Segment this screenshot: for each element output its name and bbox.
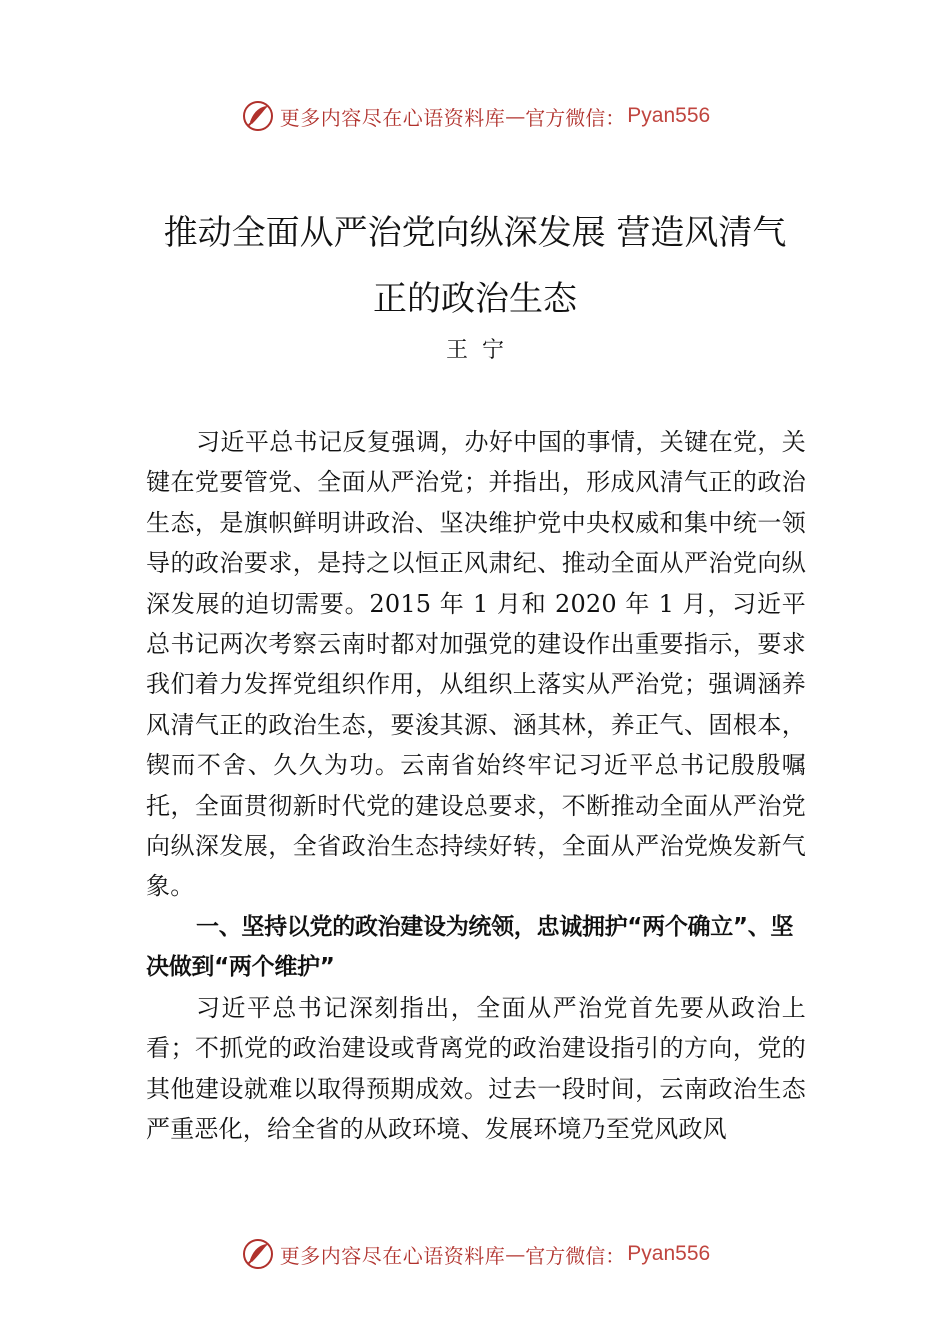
paragraph-1: 习近平总书记反复强调，办好中国的事情，关键在党，关键在党要管党、全面从严治党；并指出，形成风清气正的政治生态，是旗帜鲜明讲政治、坚决维护党中央权威和集中统一领导的政治要求，是持之以恒正风肃纪、推动全面从严治党向纵深发展的迫切需要。2015 年 1 月和 2020 年 1 月，习近平总书记两次考察云南时都对加强党的建设作出重要指示，要求我们着力发挥党组织作用，从组织上落实从严治党；强调涵养风清气正的政治生态，要浚其源、涵其林，养正气、固根本，锲而不舍、久久为功。云南省始终牢记习近平总书记殷殷嘱托，全面贯彻新时代党的建设总要求，不断推动全面从严治党向纵深发展，全省政治生态持续好转，全面从严治党焕发新气象。 [146,428,806,901]
watermark-text: 更多内容尽在心语资料库 [279,105,506,130]
watermark-wechat-id: Pyan556 [627,1242,711,1265]
watermark-separator: — [505,1242,526,1266]
watermark-wechat-id: Pyan556 [627,104,711,127]
title-line-1: 推动全面从严治党向纵深发展 营造风清气 [163,213,787,253]
author: 王宁 [445,338,518,363]
watermark-separator: — [505,104,526,128]
watermark-banner-bottom [0,1234,950,1274]
watermark-text: 更多内容尽在心语资料库 [279,1243,506,1268]
document-body [146,422,806,1149]
section-heading-1: 一、坚持以党的政治建设为统领，忠诚拥护“两个确立”、坚决做到“两个维护” [146,913,794,981]
paragraph-2: 习近平总书记深刻指出，全面从严治党首先要从政治上看；不抓党的政治建设或背离党的政治建设指引的方向，党的其他建设就难以取得预期成效。过去一段时间，云南政治生态严重恶化，给全省的从政环境、发展环境乃至党风政风 [146,993,806,1143]
watermark-wechat-label: 官方微信： [525,105,626,130]
watermark-banner-top [0,96,950,136]
watermark-wechat-label: 官方微信： [525,1243,626,1268]
title-line-2: 正的政治生态 [373,279,577,319]
logo-icon [240,98,276,134]
logo-icon [240,1236,276,1272]
document-title [0,200,950,332]
